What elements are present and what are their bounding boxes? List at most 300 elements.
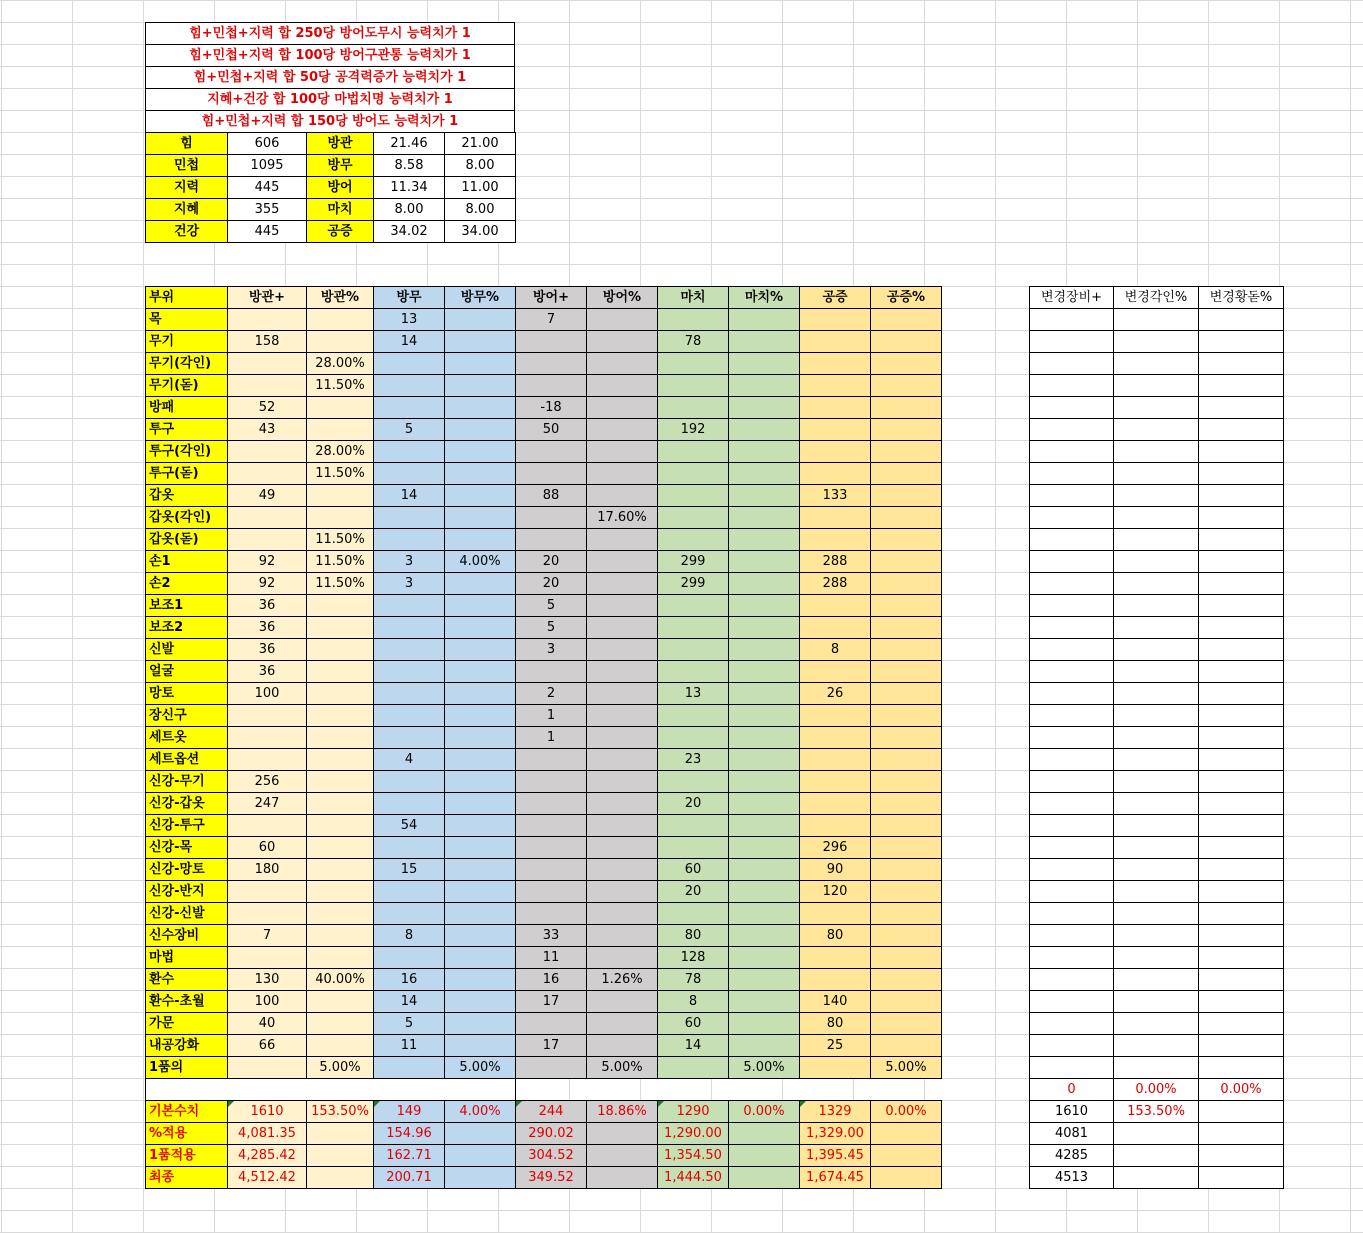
- side-empty-cell[interactable]: [1198, 506, 1284, 529]
- data-cell[interactable]: [728, 528, 800, 551]
- data-cell[interactable]: 2: [515, 682, 587, 705]
- side-empty-cell[interactable]: [1198, 594, 1284, 617]
- side-empty-cell[interactable]: [1113, 902, 1199, 925]
- summary-cell[interactable]: 1329: [799, 1100, 871, 1123]
- summary-cell[interactable]: 4,512.42: [227, 1166, 307, 1189]
- data-cell[interactable]: [657, 528, 729, 551]
- data-cell[interactable]: [306, 880, 374, 903]
- data-cell[interactable]: 5: [373, 1012, 445, 1035]
- data-cell[interactable]: [657, 660, 729, 683]
- data-cell[interactable]: [515, 902, 587, 925]
- data-cell[interactable]: 14: [373, 330, 445, 353]
- data-cell[interactable]: 11.50%: [306, 374, 374, 397]
- data-cell[interactable]: [799, 748, 871, 771]
- data-cell[interactable]: [657, 374, 729, 397]
- data-cell[interactable]: [728, 902, 800, 925]
- row-label[interactable]: 장신구: [145, 704, 228, 727]
- side-empty-cell[interactable]: [1029, 638, 1114, 661]
- data-cell[interactable]: [227, 814, 307, 837]
- summary-cell[interactable]: [444, 1166, 516, 1189]
- summary-cell[interactable]: [870, 1166, 942, 1189]
- data-cell[interactable]: [306, 484, 374, 507]
- data-cell[interactable]: [870, 594, 942, 617]
- data-cell[interactable]: [515, 880, 587, 903]
- data-cell[interactable]: [870, 682, 942, 705]
- data-cell[interactable]: [657, 770, 729, 793]
- data-cell[interactable]: 5.00%: [444, 1056, 516, 1079]
- data-cell[interactable]: [799, 396, 871, 419]
- side-empty-cell[interactable]: [1113, 528, 1199, 551]
- data-cell[interactable]: [728, 484, 800, 507]
- data-cell[interactable]: [444, 572, 516, 595]
- data-cell[interactable]: 52: [227, 396, 307, 419]
- data-cell[interactable]: [227, 1056, 307, 1079]
- summary-cell[interactable]: 4,285.42: [227, 1144, 307, 1167]
- data-cell[interactable]: [586, 572, 658, 595]
- data-cell[interactable]: 36: [227, 616, 307, 639]
- data-cell[interactable]: [870, 374, 942, 397]
- side-empty-cell[interactable]: [1198, 1034, 1284, 1057]
- col-header[interactable]: 방어+: [515, 286, 587, 309]
- data-cell[interactable]: [306, 990, 374, 1013]
- data-cell[interactable]: 5: [373, 418, 445, 441]
- data-cell[interactable]: 66: [227, 1034, 307, 1057]
- summary-cell[interactable]: 244: [515, 1100, 587, 1123]
- data-cell[interactable]: [306, 418, 374, 441]
- side-empty-cell[interactable]: [1198, 396, 1284, 419]
- stat-v1[interactable]: 11.34: [373, 176, 445, 199]
- data-cell[interactable]: [870, 924, 942, 947]
- side-empty-cell[interactable]: [1198, 528, 1284, 551]
- data-cell[interactable]: [728, 616, 800, 639]
- data-cell[interactable]: [870, 792, 942, 815]
- side-empty-cell[interactable]: [1198, 418, 1284, 441]
- data-cell[interactable]: [586, 726, 658, 749]
- side-empty-cell[interactable]: [1113, 572, 1199, 595]
- side-empty-cell[interactable]: [1198, 1056, 1284, 1079]
- side-empty-cell[interactable]: [1113, 638, 1199, 661]
- data-cell[interactable]: [799, 726, 871, 749]
- data-cell[interactable]: 4: [373, 748, 445, 771]
- side-empty-cell[interactable]: [1198, 880, 1284, 903]
- side-empty-cell[interactable]: [1198, 572, 1284, 595]
- data-cell[interactable]: [306, 638, 374, 661]
- data-cell[interactable]: 11: [373, 1034, 445, 1057]
- side-empty-cell[interactable]: [1029, 704, 1114, 727]
- data-cell[interactable]: [799, 352, 871, 375]
- row-label[interactable]: 갑옷: [145, 484, 228, 507]
- side-empty-cell[interactable]: [1029, 462, 1114, 485]
- data-cell[interactable]: 120: [799, 880, 871, 903]
- data-cell[interactable]: 23: [657, 748, 729, 771]
- data-cell[interactable]: [728, 858, 800, 881]
- data-cell[interactable]: [306, 396, 374, 419]
- side-empty-cell[interactable]: [1113, 374, 1199, 397]
- data-cell[interactable]: [728, 506, 800, 529]
- data-cell[interactable]: [373, 704, 445, 727]
- data-cell[interactable]: [586, 704, 658, 727]
- data-cell[interactable]: [728, 308, 800, 331]
- data-cell[interactable]: [799, 528, 871, 551]
- side-result-cell[interactable]: [1113, 1144, 1199, 1167]
- data-cell[interactable]: [586, 902, 658, 925]
- data-cell[interactable]: [870, 968, 942, 991]
- note-row[interactable]: 힘+민첩+지력 합 100당 방어구관통 능력치가 1: [145, 44, 515, 67]
- data-cell[interactable]: 54: [373, 814, 445, 837]
- data-cell[interactable]: 20: [657, 792, 729, 815]
- data-cell[interactable]: [799, 792, 871, 815]
- data-cell[interactable]: [870, 990, 942, 1013]
- side-header[interactable]: 변경장비+: [1029, 286, 1114, 309]
- data-cell[interactable]: [799, 418, 871, 441]
- summary-cell[interactable]: 154.96: [373, 1122, 445, 1145]
- data-cell[interactable]: 100: [227, 682, 307, 705]
- summary-cell[interactable]: 149: [373, 1100, 445, 1123]
- data-cell[interactable]: [870, 836, 942, 859]
- data-cell[interactable]: 11.50%: [306, 550, 374, 573]
- data-cell[interactable]: [870, 704, 942, 727]
- data-cell[interactable]: [227, 880, 307, 903]
- data-cell[interactable]: 299: [657, 572, 729, 595]
- data-cell[interactable]: [728, 550, 800, 573]
- data-cell[interactable]: [657, 814, 729, 837]
- data-cell[interactable]: 8: [373, 924, 445, 947]
- side-empty-cell[interactable]: [1113, 352, 1199, 375]
- side-empty-cell[interactable]: [1198, 990, 1284, 1013]
- data-cell[interactable]: [515, 506, 587, 529]
- data-cell[interactable]: [586, 1012, 658, 1035]
- data-cell[interactable]: [373, 726, 445, 749]
- data-cell[interactable]: 11.50%: [306, 462, 374, 485]
- data-cell[interactable]: [870, 946, 942, 969]
- row-label[interactable]: 망토: [145, 682, 228, 705]
- stat-v2[interactable]: 11.00: [444, 176, 516, 199]
- side-empty-cell[interactable]: [1198, 550, 1284, 573]
- col-header[interactable]: 마치%: [728, 286, 800, 309]
- data-cell[interactable]: [586, 308, 658, 331]
- side-empty-cell[interactable]: [1198, 748, 1284, 771]
- data-cell[interactable]: [227, 704, 307, 727]
- data-cell[interactable]: [306, 792, 374, 815]
- data-cell[interactable]: [586, 396, 658, 419]
- data-cell[interactable]: 130: [227, 968, 307, 991]
- data-cell[interactable]: [227, 440, 307, 463]
- side-empty-cell[interactable]: [1198, 792, 1284, 815]
- data-cell[interactable]: [444, 792, 516, 815]
- data-cell[interactable]: 60: [657, 858, 729, 881]
- summary-cell[interactable]: 0.00%: [728, 1100, 800, 1123]
- row-label[interactable]: 신강-투구: [145, 814, 228, 837]
- summary-cell[interactable]: 1,354.50: [657, 1144, 729, 1167]
- side-empty-cell[interactable]: [1113, 704, 1199, 727]
- data-cell[interactable]: 88: [515, 484, 587, 507]
- data-cell[interactable]: [373, 374, 445, 397]
- data-cell[interactable]: [444, 770, 516, 793]
- data-cell[interactable]: [306, 704, 374, 727]
- summary-cell[interactable]: 1290: [657, 1100, 729, 1123]
- data-cell[interactable]: [728, 968, 800, 991]
- summary-label[interactable]: 1품적용: [145, 1144, 228, 1167]
- side-empty-cell[interactable]: [1029, 506, 1114, 529]
- side-empty-cell[interactable]: [1113, 858, 1199, 881]
- data-cell[interactable]: [515, 748, 587, 771]
- summary-cell[interactable]: 290.02: [515, 1122, 587, 1145]
- data-cell[interactable]: [799, 902, 871, 925]
- data-cell[interactable]: 80: [799, 1012, 871, 1035]
- stat-value[interactable]: 606: [227, 132, 307, 155]
- data-cell[interactable]: 36: [227, 660, 307, 683]
- data-cell[interactable]: 13: [657, 682, 729, 705]
- data-cell[interactable]: [444, 814, 516, 837]
- data-cell[interactable]: [227, 374, 307, 397]
- side-header[interactable]: 변경각인%: [1113, 286, 1199, 309]
- side-empty-cell[interactable]: [1198, 660, 1284, 683]
- side-empty-cell[interactable]: [1113, 748, 1199, 771]
- data-cell[interactable]: 36: [227, 638, 307, 661]
- side-empty-cell[interactable]: [1198, 946, 1284, 969]
- side-empty-cell[interactable]: [1113, 792, 1199, 815]
- data-cell[interactable]: [657, 836, 729, 859]
- data-cell[interactable]: [515, 374, 587, 397]
- data-cell[interactable]: [870, 616, 942, 639]
- side-empty-cell[interactable]: [1029, 946, 1114, 969]
- data-cell[interactable]: [515, 1056, 587, 1079]
- data-cell[interactable]: [728, 1034, 800, 1057]
- stat-key[interactable]: 방어: [306, 176, 374, 199]
- side-empty-cell[interactable]: [1198, 902, 1284, 925]
- side-empty-cell[interactable]: [1029, 330, 1114, 353]
- data-cell[interactable]: [373, 946, 445, 969]
- side-result-cell[interactable]: [1198, 1122, 1284, 1145]
- data-cell[interactable]: 11.50%: [306, 572, 374, 595]
- data-cell[interactable]: [799, 594, 871, 617]
- data-cell[interactable]: [515, 660, 587, 683]
- data-cell[interactable]: 40.00%: [306, 968, 374, 991]
- data-cell[interactable]: 247: [227, 792, 307, 815]
- side-empty-cell[interactable]: [1198, 858, 1284, 881]
- data-cell[interactable]: [306, 1034, 374, 1057]
- stat-value[interactable]: 355: [227, 198, 307, 221]
- data-cell[interactable]: [306, 726, 374, 749]
- col-header[interactable]: 방관%: [306, 286, 374, 309]
- data-cell[interactable]: [306, 946, 374, 969]
- data-cell[interactable]: [586, 814, 658, 837]
- data-cell[interactable]: [515, 440, 587, 463]
- data-cell[interactable]: [306, 1012, 374, 1035]
- data-cell[interactable]: [657, 616, 729, 639]
- data-cell[interactable]: 33: [515, 924, 587, 947]
- data-cell[interactable]: [586, 660, 658, 683]
- stat-label[interactable]: 힘: [145, 132, 228, 155]
- summary-cell[interactable]: [870, 1122, 942, 1145]
- data-cell[interactable]: 1.26%: [586, 968, 658, 991]
- side-empty-cell[interactable]: [1198, 726, 1284, 749]
- data-cell[interactable]: 3: [373, 550, 445, 573]
- data-cell[interactable]: [444, 484, 516, 507]
- data-cell[interactable]: [444, 748, 516, 771]
- data-cell[interactable]: [586, 990, 658, 1013]
- data-cell[interactable]: [444, 528, 516, 551]
- summary-cell[interactable]: 1,444.50: [657, 1166, 729, 1189]
- data-cell[interactable]: 5: [515, 616, 587, 639]
- side-empty-cell[interactable]: [1113, 330, 1199, 353]
- row-label[interactable]: 신강-갑옷: [145, 792, 228, 815]
- side-result-cell[interactable]: 153.50%: [1113, 1100, 1199, 1123]
- data-cell[interactable]: [373, 638, 445, 661]
- data-cell[interactable]: [444, 836, 516, 859]
- side-result-cell[interactable]: [1198, 1100, 1284, 1123]
- data-cell[interactable]: [444, 396, 516, 419]
- data-cell[interactable]: 17: [515, 1034, 587, 1057]
- data-cell[interactable]: [586, 462, 658, 485]
- row-label[interactable]: 신수장비: [145, 924, 228, 947]
- summary-cell[interactable]: 200.71: [373, 1166, 445, 1189]
- side-empty-cell[interactable]: [1029, 748, 1114, 771]
- stat-v2[interactable]: 8.00: [444, 198, 516, 221]
- data-cell[interactable]: [586, 836, 658, 859]
- side-empty-cell[interactable]: [1029, 572, 1114, 595]
- side-empty-cell[interactable]: [1198, 440, 1284, 463]
- stat-label[interactable]: 지혜: [145, 198, 228, 221]
- data-cell[interactable]: [870, 1034, 942, 1057]
- data-cell[interactable]: [799, 506, 871, 529]
- row-label[interactable]: 보조2: [145, 616, 228, 639]
- summary-cell[interactable]: [306, 1122, 374, 1145]
- data-cell[interactable]: 28.00%: [306, 440, 374, 463]
- data-cell[interactable]: [586, 858, 658, 881]
- data-cell[interactable]: 256: [227, 770, 307, 793]
- row-label[interactable]: 얼굴: [145, 660, 228, 683]
- summary-label[interactable]: %적용: [145, 1122, 228, 1145]
- data-cell[interactable]: 1: [515, 704, 587, 727]
- data-cell[interactable]: [870, 330, 942, 353]
- data-cell[interactable]: [444, 704, 516, 727]
- data-cell[interactable]: [870, 660, 942, 683]
- data-cell[interactable]: [373, 528, 445, 551]
- col-header[interactable]: 방무: [373, 286, 445, 309]
- stat-v1[interactable]: 21.46: [373, 132, 445, 155]
- data-cell[interactable]: [373, 792, 445, 815]
- row-label[interactable]: 신강-목: [145, 836, 228, 859]
- row-label[interactable]: 가문: [145, 1012, 228, 1035]
- data-cell[interactable]: 36: [227, 594, 307, 617]
- data-cell[interactable]: [586, 682, 658, 705]
- data-cell[interactable]: 60: [227, 836, 307, 859]
- data-cell[interactable]: [728, 352, 800, 375]
- data-cell[interactable]: [227, 462, 307, 485]
- data-cell[interactable]: [586, 1034, 658, 1057]
- row-label[interactable]: 보조1: [145, 594, 228, 617]
- data-cell[interactable]: [799, 660, 871, 683]
- data-cell[interactable]: [799, 770, 871, 793]
- col-header[interactable]: 방관+: [227, 286, 307, 309]
- side-empty-cell[interactable]: [1029, 968, 1114, 991]
- data-cell[interactable]: [444, 968, 516, 991]
- side-empty-cell[interactable]: [1198, 1012, 1284, 1035]
- summary-cell[interactable]: 1610: [227, 1100, 307, 1123]
- side-empty-cell[interactable]: [1029, 858, 1114, 881]
- summary-cell[interactable]: 162.71: [373, 1144, 445, 1167]
- row-label[interactable]: 투구(돋): [145, 462, 228, 485]
- data-cell[interactable]: [657, 440, 729, 463]
- data-cell[interactable]: 49: [227, 484, 307, 507]
- data-cell[interactable]: 128: [657, 946, 729, 969]
- data-cell[interactable]: 28.00%: [306, 352, 374, 375]
- stat-v1[interactable]: 8.58: [373, 154, 445, 177]
- side-empty-cell[interactable]: [1113, 396, 1199, 419]
- data-cell[interactable]: [657, 704, 729, 727]
- data-cell[interactable]: [870, 308, 942, 331]
- data-cell[interactable]: [227, 528, 307, 551]
- data-cell[interactable]: [444, 638, 516, 661]
- data-cell[interactable]: [515, 330, 587, 353]
- data-cell[interactable]: [444, 682, 516, 705]
- side-empty-cell[interactable]: [1113, 682, 1199, 705]
- data-cell[interactable]: [799, 1056, 871, 1079]
- data-cell[interactable]: [586, 616, 658, 639]
- side-empty-cell[interactable]: [1198, 308, 1284, 331]
- data-cell[interactable]: [586, 528, 658, 551]
- summary-cell[interactable]: [306, 1144, 374, 1167]
- row-label[interactable]: 목: [145, 308, 228, 331]
- data-cell[interactable]: 16: [373, 968, 445, 991]
- data-cell[interactable]: [728, 924, 800, 947]
- data-cell[interactable]: [306, 594, 374, 617]
- data-cell[interactable]: [306, 616, 374, 639]
- data-cell[interactable]: 140: [799, 990, 871, 1013]
- row-label[interactable]: 무기: [145, 330, 228, 353]
- side-result-cell[interactable]: [1198, 1144, 1284, 1167]
- data-cell[interactable]: [586, 484, 658, 507]
- data-cell[interactable]: 7: [515, 308, 587, 331]
- data-cell[interactable]: [373, 462, 445, 485]
- summary-cell[interactable]: [444, 1122, 516, 1145]
- data-cell[interactable]: [444, 880, 516, 903]
- data-cell[interactable]: [586, 924, 658, 947]
- stat-value[interactable]: 1095: [227, 154, 307, 177]
- side-empty-cell[interactable]: [1113, 308, 1199, 331]
- data-cell[interactable]: [728, 572, 800, 595]
- row-label[interactable]: 갑옷(돋): [145, 528, 228, 551]
- stat-label[interactable]: 건강: [145, 220, 228, 243]
- side-empty-cell[interactable]: [1198, 462, 1284, 485]
- data-cell[interactable]: 50: [515, 418, 587, 441]
- data-cell[interactable]: 20: [515, 572, 587, 595]
- side-empty-cell[interactable]: [1029, 594, 1114, 617]
- stat-label[interactable]: 지력: [145, 176, 228, 199]
- side-empty-cell[interactable]: [1029, 374, 1114, 397]
- data-cell[interactable]: [586, 374, 658, 397]
- side-empty-cell[interactable]: [1113, 770, 1199, 793]
- col-header[interactable]: 방어%: [586, 286, 658, 309]
- data-cell[interactable]: [586, 792, 658, 815]
- data-cell[interactable]: [870, 396, 942, 419]
- row-label[interactable]: 투구: [145, 418, 228, 441]
- data-cell[interactable]: [870, 858, 942, 881]
- data-cell[interactable]: [227, 352, 307, 375]
- side-empty-cell[interactable]: [1029, 814, 1114, 837]
- stat-v2[interactable]: 21.00: [444, 132, 516, 155]
- data-cell[interactable]: [586, 418, 658, 441]
- data-cell[interactable]: 288: [799, 572, 871, 595]
- data-cell[interactable]: 26: [799, 682, 871, 705]
- side-empty-cell[interactable]: [1029, 792, 1114, 815]
- row-label[interactable]: 갑옷(각인): [145, 506, 228, 529]
- data-cell[interactable]: [799, 704, 871, 727]
- side-empty-cell[interactable]: [1113, 550, 1199, 573]
- side-empty-cell[interactable]: [1029, 308, 1114, 331]
- data-cell[interactable]: 13: [373, 308, 445, 331]
